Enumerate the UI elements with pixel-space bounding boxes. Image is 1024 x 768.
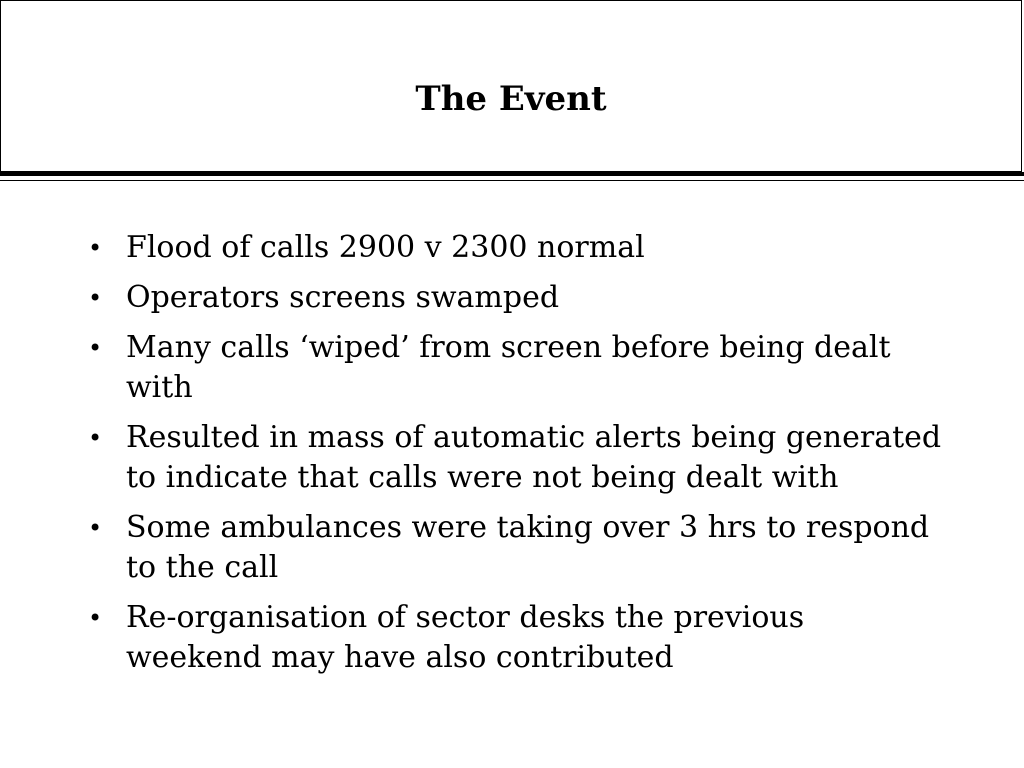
bullet-text: Re-organisation of sector desks the previous weekend may have also contributed <box>126 600 805 675</box>
bullet-text: Flood of calls 2900 v 2300 normal <box>126 230 645 265</box>
bullet-icon: • <box>88 424 103 452</box>
bullet-icon: • <box>88 234 103 262</box>
bullet-item <box>88 508 948 588</box>
bullet-text: Resulted in mass of automatic alerts being generated to indicate that calls were not being dealt with <box>126 420 942 495</box>
bullet-text: Operators screens swamped <box>126 280 560 315</box>
bullet-item <box>88 228 948 268</box>
title-box <box>0 0 1022 172</box>
bullet-text: Many calls ‘wiped’ from screen before being dealt with <box>126 330 891 405</box>
bullet-item <box>88 328 948 408</box>
bullet-item <box>88 278 948 318</box>
bullet-text: Some ambulances were taking over 3 hrs to respond to the call <box>126 510 930 585</box>
bullet-icon: • <box>88 514 103 542</box>
bullet-item <box>88 598 948 678</box>
bullet-icon: • <box>88 604 103 632</box>
bullet-item <box>88 418 948 498</box>
slide-title: The Event <box>415 79 607 119</box>
bullet-list <box>88 228 948 688</box>
bullet-icon: • <box>88 284 103 312</box>
title-divider-thin <box>0 180 1024 181</box>
title-divider-thick <box>0 172 1024 176</box>
bullet-icon: • <box>88 334 103 362</box>
